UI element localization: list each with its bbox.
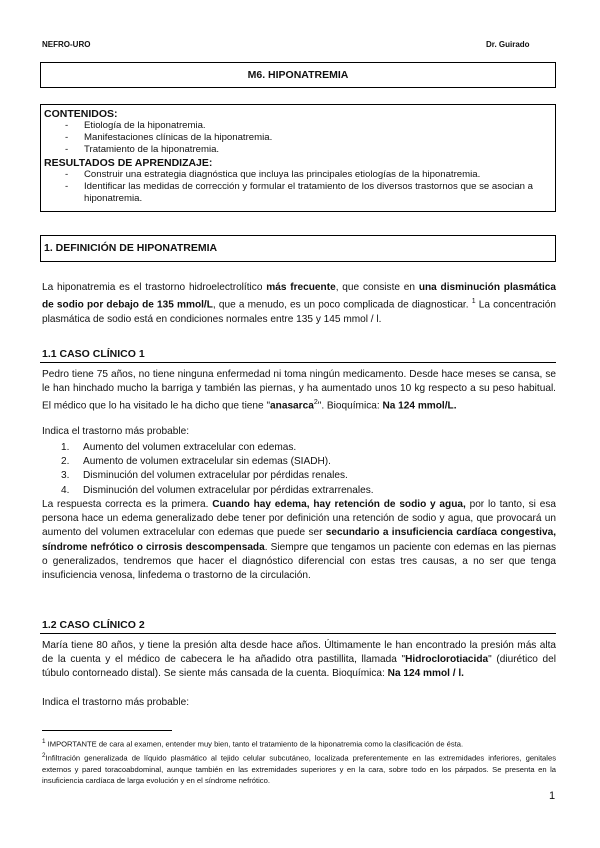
section-title-box <box>40 235 556 262</box>
contents-heading: CONTENIDOS: <box>44 108 118 120</box>
case1-answer: La respuesta correcta es la primera. Cuando hay edema, hay retención de sodio y agua, por lo tanto, si esa persona hace un edema generalizado debe tener por definición una retención de sodio y agua, que provocará un aumento del volumen extracelular con edemas que puede ser secundario a insuficiencia cardíaca congestiva, síndrome nefrótico o cirrosis descompensada. Siempre que tengamos un paciente con edemas en las piernas o generalizados, tendremos que hacer el diagnóstico diferencial con estas tres causas, a no ser que tenga insuficiencia venosa, linfedema o trastorno de la circulación. <box>42 499 556 582</box>
running-header-left: NEFRO-URO <box>42 40 91 49</box>
case1-paragraph: Pedro tiene 75 años, no tiene ninguna enfermedad ni toma ningún medicamento. Desde hace meses se cansa, se le han hinchado mucho la barriga y también las piernas, y ha aumentado unos 10 kg respecto a su peso habitual. El médico que lo ha visitado le ha dicho que tiene "anasarca$^2$". Bioquímica: Na 124 mmol/L. <box>42 369 556 412</box>
footnote-separator <box>42 730 172 731</box>
footnote-1: $^1$ IMPORTANTE de cara al examen, entender muy bien, tanto el tratamiento de la hiponatremia como la clasificación de ésta. <box>42 738 464 749</box>
option-item: 4. Disminución del volumen extracelular por pérdidas extrarrenales. <box>61 484 374 496</box>
divider <box>40 633 556 634</box>
module-title: M6. HIPONATREMIA <box>247 69 349 81</box>
contents-list <box>44 120 555 157</box>
case1-options <box>61 441 551 498</box>
outcome-item: - Identificar las medidas de corrección y formular el tratamiento de los diversos trastornos que se asocian a hiponatremia. <box>65 180 533 205</box>
running-header-right: Dr. Guirado <box>486 40 530 49</box>
case1-title: 1.1 CASO CLÍNICO 1 <box>42 348 145 360</box>
outcomes-list <box>44 169 555 206</box>
case2-paragraph: María tiene 80 años, y tiene la presión alta desde hace años. Últimamente le han encontrado la presión más alta de la cuenta y el médico de cabecera le ha añadido otra pastillita, llamada "Hidroclorotiacida" (diurético del túbulo contorneado distal). Se siente más cansada de la cuenta. Bioquímica: Na 124 mmol / l. <box>42 640 556 680</box>
definition-paragraph: La hiponatremia es el trastorno hidroelectrolítico más frecuente, que consiste en una disminución plasmática de sodio por debajo de 135 mmol/L, que a menudo, es un poco complicada de diagnosticar. $^1$ La concentración plasmática de sodio está en condiciones normales entre 135 y 145 mmol / l. <box>42 282 556 325</box>
contents-item: - Tratamiento de la hiponatremia. <box>65 144 220 156</box>
contents-item: - Etiología de la hiponatremia. <box>65 120 206 131</box>
divider <box>40 362 556 363</box>
contents-box <box>40 104 556 212</box>
case2-question: Indica el trastorno más probable: <box>42 697 190 708</box>
footnotes <box>42 736 556 787</box>
option-item: 2. Aumento de volumen extracelular sin edemas (SIADH). <box>61 456 331 468</box>
contents-item: - Manifestaciones clínicas de la hiponatremia. <box>65 132 273 144</box>
outcomes-heading: RESULTADOS DE APRENDIZAJE: <box>44 156 213 169</box>
footnote-2: $^2$Infiltración generalizada de líquido plasmático al tejido celular subcutáneo, localizada preferentemente en las extremidades inferiores, genitales externos y pared toracoabdominal, aunque también en las extremidades superiores y en la cara, sobre todo en los párpados. Se presenta en la insuficiencia cardíaca de larga evolución y en el síndrome nefrótico. <box>42 751 556 786</box>
module-title-box <box>40 62 556 88</box>
outcome-item: - Construir una estrategia diagnóstica que incluya las principales etiologías de la hiponatremia. <box>65 168 481 180</box>
case1-question: Indica el trastorno más probable: <box>42 426 190 437</box>
page-number: 1 <box>549 790 556 802</box>
option-item: 3. Disminución del volumen extracelular por pérdidas renales. <box>61 470 348 482</box>
option-item: 1. Aumento del volumen extracelular con edemas. <box>61 442 297 453</box>
case2-title: 1.2 CASO CLÍNICO 2 <box>42 619 145 631</box>
footnote-ref: 1 <box>471 298 476 306</box>
footnote-ref: 2 <box>313 399 318 407</box>
section-title: 1. DEFINICIÓN DE HIPONATREMIA <box>44 242 218 254</box>
